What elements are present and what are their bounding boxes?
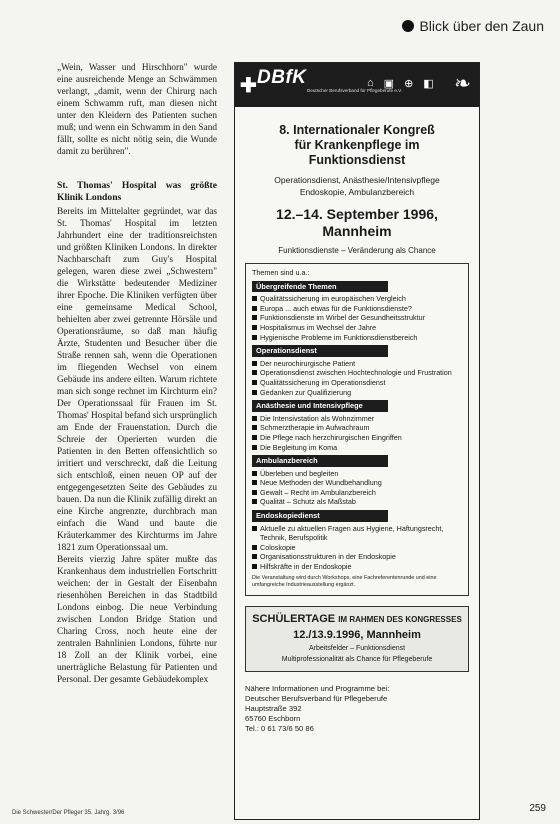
program-item [252,294,462,304]
article-column [57,62,217,686]
article-paragraph: „Wein, Wasser und Hirschhorn" wurde eine ausreichende Menge an Schwämmen verlangt, „damit, wenn der Chirurg nach einem Schwamm ruft, man diesen nicht unter den Kleidern des Patienten suchen muß; und wenn ein Schwamm in den Sand fällt, sollte es nicht nötig sein, die Wunde damit zu berühren". [57,63,217,157]
student-days-date: 12./13.9.1996, Mannheim [293,628,421,641]
bird-icon: ❧ [454,73,471,95]
program-item-text: Schmerztherapie im Aufwachraum [260,423,370,433]
program-item-text: Hospitalismus im Wechsel der Jahre [260,322,377,332]
dbfk-logo: DBfK [257,67,307,88]
bullet-icon [402,20,414,32]
program-item-text: Gedanken zur Qualifizierung [260,387,352,397]
program-box [245,263,469,596]
contact-line: Deutscher Berufsverband für Pflegeberufe [245,693,388,703]
logo-subtitle: Deutscher Berufsverband für Pflegeberufe e.V. [307,88,403,93]
program-item-text: Die Begleitung im Koma [260,442,338,452]
square-bullet-icon [252,361,257,366]
program-item-text: Hygienische Probleme im Funktionsdienstbereich [260,332,418,342]
program-item [252,443,462,453]
program-item-text: Überleben und begleiten [260,468,339,478]
program-item [252,388,462,398]
square-bullet-icon [252,380,257,385]
congress-subtitle: Operationsdienst, Anästhesie/Intensivpflege Endoskopie, Ambulanzbereich [274,175,440,197]
program-item-text: Die Pflege nach herzchirurgischen Eingriffen [260,432,402,442]
square-bullet-icon [252,425,257,430]
program-item [252,313,462,323]
square-bullet-icon [252,499,257,504]
program-section-head: Operationsdienst [252,345,388,357]
student-days-box [245,606,469,672]
contact-line: Tel.: 0 61 73/6 50 86 [245,723,314,733]
square-bullet-icon [252,416,257,421]
section-title: Blick über den Zaun [419,18,544,34]
program-item [252,368,462,378]
square-bullet-icon [252,480,257,485]
square-bullet-icon [252,306,257,311]
square-bullet-icon [252,545,257,550]
congress-title: 8. Internationaler Kongreß für Krankenpflege im Funktionsdienst [279,123,435,167]
program-item [252,488,462,498]
square-bullet-icon [252,564,257,569]
contact-line: Hauptstraße 392 [245,703,302,713]
program-item [252,524,462,543]
program-item-text: Hilfskräfte in der Endoskopie [260,562,352,572]
footer-journal: Die Schwester/Der Pfleger 35. Jahrg. 3/96 [12,810,125,816]
program-item-text: Organisationsstrukturen in der Endoskopie [260,552,396,562]
pictogram-row [367,77,434,90]
program-section-head: Übergreifende Themen [252,281,388,293]
program-section-head: Ambulanzbereich [252,455,388,467]
square-bullet-icon [252,315,257,320]
program-item [252,543,462,553]
student-days-line: Arbeitsfelder – Funktionsdienst [308,644,406,652]
program-item-text: Aktuelle zu aktuellen Fragen aus Hygiene, Haftungsrecht, Technik, Berufspolitik [260,523,444,543]
article-heading: St. Thomas' Hospital was größte Klinik Londons [57,180,217,203]
program-item [252,497,462,507]
square-bullet-icon [252,390,257,395]
program-section-head: Endoskopiedienst [252,510,388,522]
student-days-line: Multiprofessionalität als Chance für Pflegeberufe [281,655,433,663]
contact-info [245,684,469,734]
program-item-text: Die Intensivstation als Wohnzimmer [260,413,375,423]
bed-icon: ⌂ [367,77,374,89]
program-item [252,323,462,333]
program-item [252,378,462,388]
square-bullet-icon [252,471,257,476]
congress-advertisement [234,62,480,820]
instrument-icon: ◧ [423,78,434,90]
student-days-title: SCHÜLERTAGE IM RAHMEN DES KONGRESSES [252,612,462,625]
square-bullet-icon [252,325,257,330]
program-item-text: Funktionsdienste im Wirbel der Gesundheitsstruktur [260,313,425,323]
article-paragraph: Bereits im Mittelalter gegründet, war das St. Thomas' Hospital im letzten Jahrhundert eine der traditionsreichsten und größten Kliniken Londons. In direkter Nachbarschaft zum Guy's Hospital gelegen, waren diese zwei „Schwestern" die Wirkstätte bedeutender Mediziner ihrer Epoche. Die Kliniken verfügten über eine gemeinsame Medical School, behielten aber zwei getrennte Hörsäle und Operationsräume, so daß man häufig Ärzte, Studenten und Besucher über die Straße rennen sah, wenn die Operationen im fliegenden Wechsel von einem Gebäude ins andere eilten. Warum richtete man sich songe rechnet im Kirchturm ein? Der Operationssaal für Frauen im St. Thomas' Hospital befand sich ursprünglich am Ende der Frauenstation. Durch die Schreie der Operierten wurden die Patienten in den Betten offensichtlich so irritiert und verschreckt, daß die Leitung sich entschloß, einen neuen OP auf der entgegengesetzten Seite des Gebäudes zu bauen. Da nun die Klinik zufällig direkt an eine Kirche angrenzte, durchbrach man einfach die Wand und baute die Kräuterkammer des Kirchturms im Jahre 1821 zum Operationssaal um. [57,207,217,553]
program-item-text: Coloskopie [260,542,296,552]
square-bullet-icon [252,335,257,340]
program-item-text: Neue Methoden der Wundbehandlung [260,478,382,488]
program-item-text: Qualitätssicherung im Operationsdienst [260,377,386,387]
congress-date: 12.–14. September 1996, Mannheim [276,206,438,239]
program-item [252,333,462,343]
congress-motto: Funktionsdienste – Veränderung als Chance [278,246,436,255]
square-bullet-icon [252,554,257,559]
plus-icon: ✚ [240,75,257,97]
program-item-text: Europa ... auch etwas für die Funktionsdienste? [260,303,412,313]
program-item [252,478,462,488]
program-item-text: Qualität – Schutz als Maßstab [260,497,356,507]
square-bullet-icon [252,370,257,375]
monitor-icon: ▣ [383,78,395,90]
program-item-text: Der neurochirurgische Patient [260,358,356,368]
program-item [252,423,462,433]
program-section-head: Anästhesie und Intensivpflege [252,400,388,412]
program-item-text: Qualitätssicherung im europäischen Vergleich [260,294,406,304]
themes-intro: Themen sind u.a.: [252,268,310,277]
program-item [252,552,462,562]
square-bullet-icon [252,490,257,495]
program-item-text: Gewalt – Recht im Ambulanzbereich [260,487,376,497]
ad-banner [235,63,479,107]
square-bullet-icon [252,445,257,450]
program-note: Die Veranstaltung wird durch Workshops, eine Fachreferentenrunde und eine umfangreiche Industrieausstellung ergänzt. [252,574,437,588]
scope-icon: ⊕ [404,78,414,90]
program-item [252,304,462,314]
contact-line: Nähere Informationen und Programme bei: [245,683,390,693]
program-sections [252,281,462,572]
program-item-text: Operationsdienst zwischen Hochtechnologie und Frustration [260,368,452,378]
page-number: 259 [529,803,546,814]
square-bullet-icon [252,435,257,440]
program-item [252,562,462,572]
program-item [252,414,462,424]
program-item [252,359,462,369]
section-header [402,18,544,34]
square-bullet-icon [252,526,257,531]
program-item [252,469,462,479]
program-item [252,433,462,443]
contact-line: 65760 Eschborn [245,713,301,723]
article-paragraph: Bereits vierzig Jahre später mußte das Krankenhaus dem industriellen Fortschritt weichen: der in Gestalt der Eisenbahn riesenhöhen Bereichen in das Stadtbild Londons einbog. Die neue Verbindung zwischen London Bridge Station und Charing Cross, noch heute eine der zentralen Bahnlinien Londons, führte nur 18 Zoll an der Klinik vorbei, eine unerträgliche Belastung für Patienten und Personal. Der gesamte Gebäudekomplex [57,555,217,685]
square-bullet-icon [252,296,257,301]
